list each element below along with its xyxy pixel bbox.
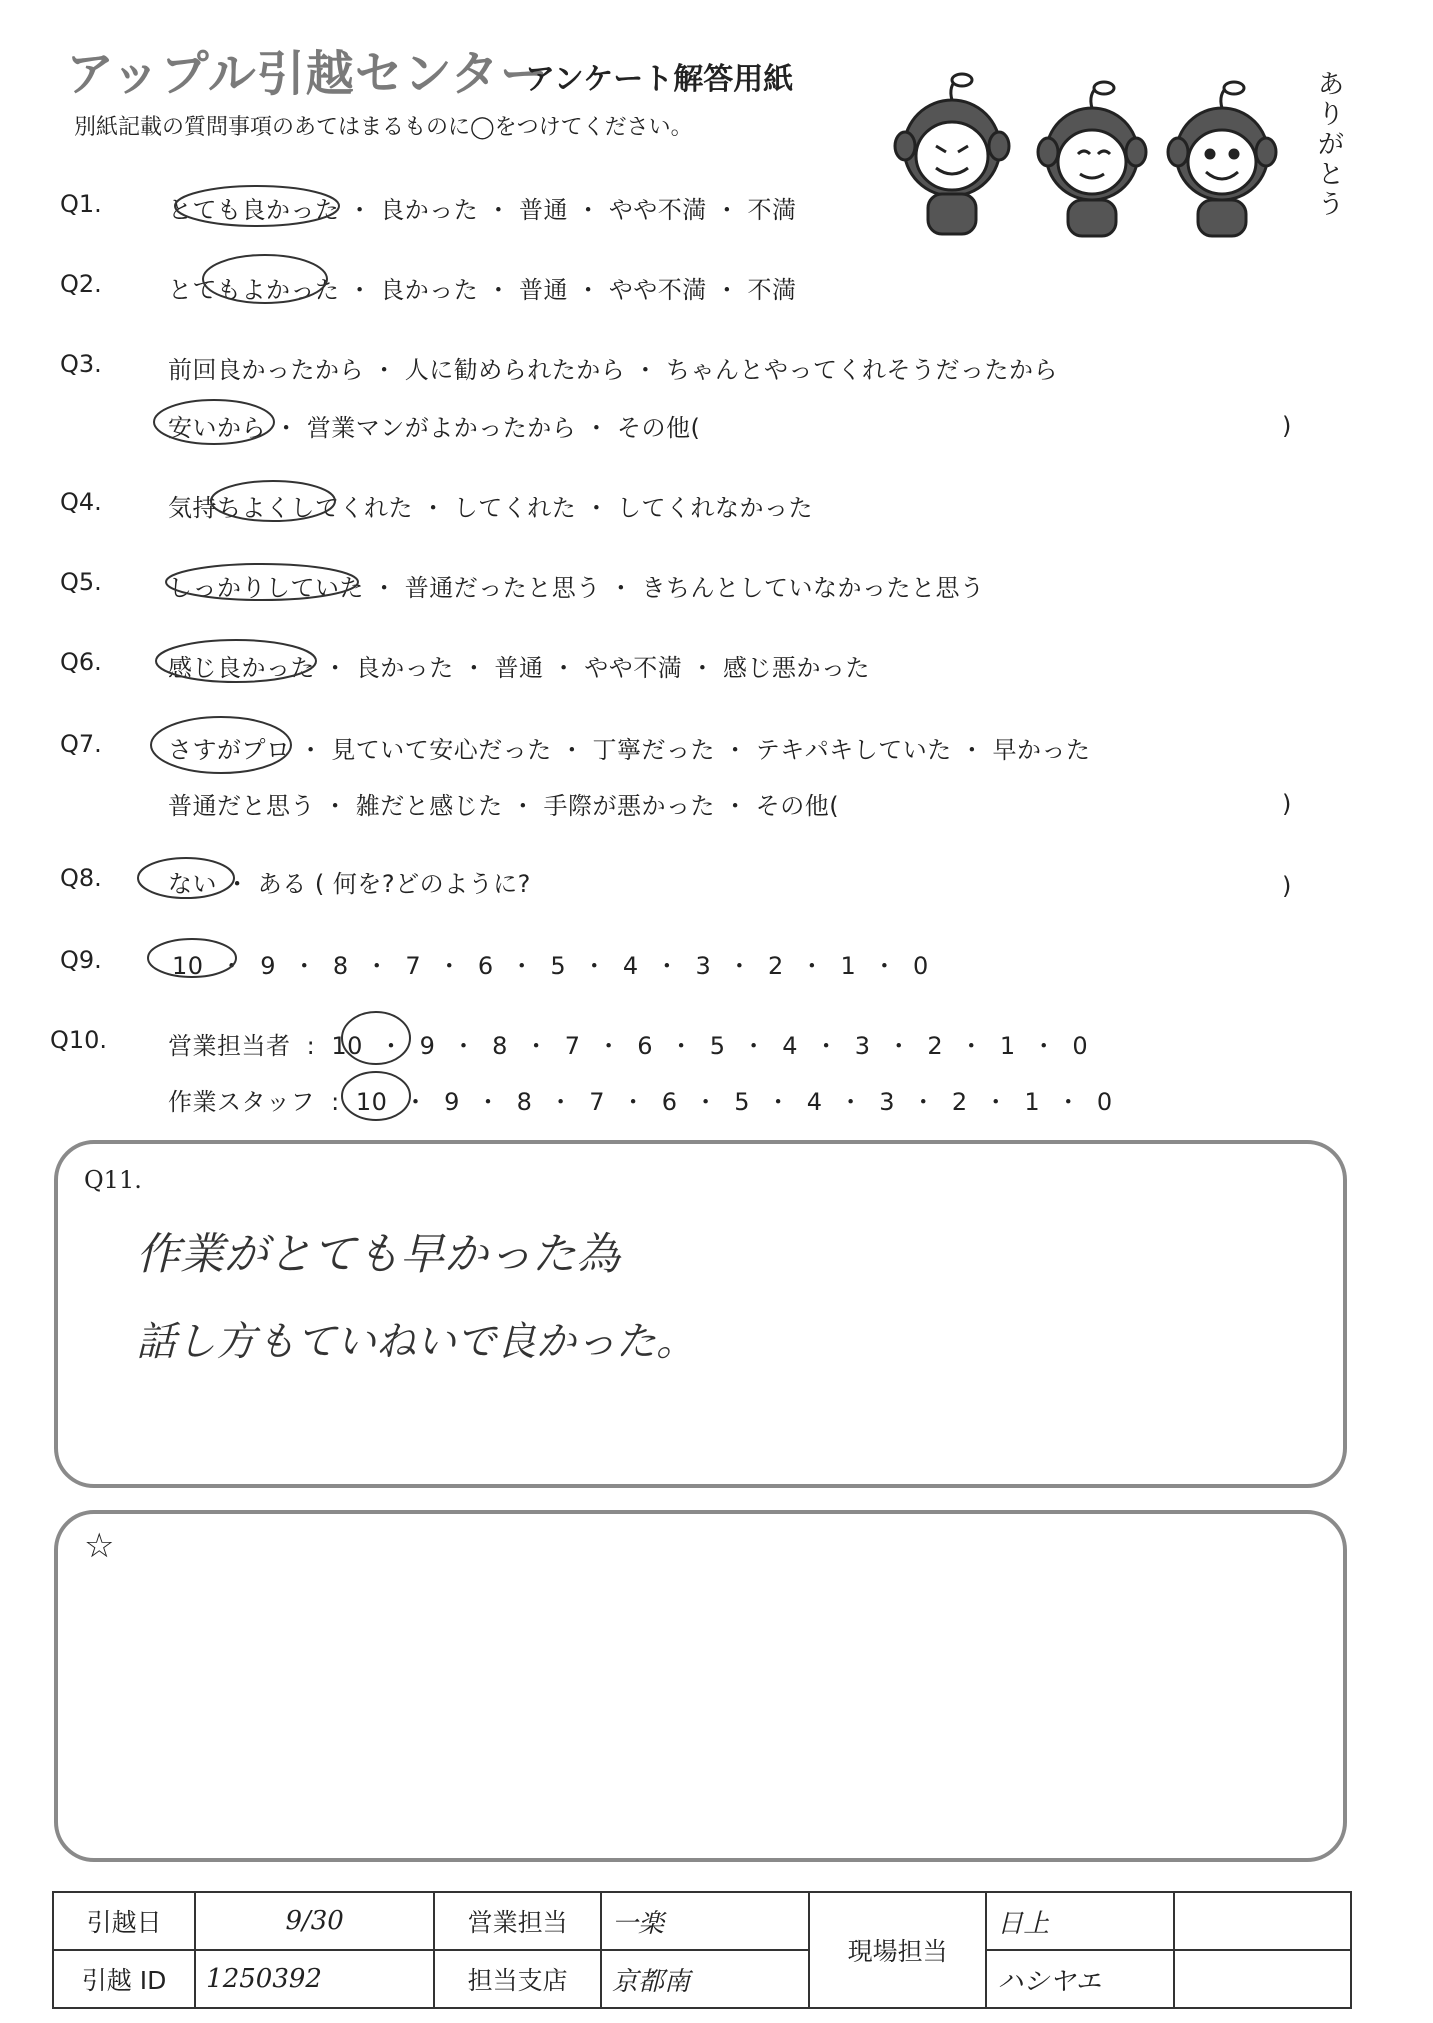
- q8-close-paren: ): [1282, 872, 1292, 900]
- q10-label: Q10.: [50, 1026, 108, 1054]
- q6-options: 感じ良かった ・ 良かった ・ 普通 ・ やや不満 ・ 感じ悪かった: [168, 654, 871, 682]
- q7-selection-circle: [146, 710, 296, 780]
- q3-selection-circle: [150, 396, 278, 448]
- move-id-value: 1250392: [195, 1950, 434, 2008]
- q9-selection-circle: [144, 934, 240, 982]
- q8-label: Q8.: [60, 864, 102, 892]
- star-icon: ☆: [84, 1526, 115, 1566]
- q4-selection-circle: [208, 476, 338, 526]
- q11-answer-line-2: 話し方もていねいで良かった。: [136, 1319, 696, 1365]
- q7-options-line-2: 普通だと思う ・ 雑だと感じた ・ 手際が悪かった ・ その他(: [168, 792, 840, 820]
- q9-scale: 10 ・ 9 ・ 8 ・ 7 ・ 6 ・ 5 ・ 4 ・ 3 ・ 2 ・ 1 ・ 0: [172, 952, 929, 980]
- footer-empty-cell-1: [1174, 1892, 1351, 1950]
- q10-sales-scale: 営業担当者 : 10 ・ 9 ・ 8 ・ 7 ・ 6 ・ 5 ・ 4 ・ 3 ・ 2 ・ 1 ・ 0: [168, 1032, 1089, 1060]
- move-id-label: 引越 ID: [53, 1950, 195, 2008]
- q2-selection-circle: [200, 252, 330, 306]
- form-subtitle: アンケート解答用紙: [525, 62, 794, 97]
- move-date-label: 引越日: [53, 1892, 195, 1950]
- sales-label: 営業担当: [434, 1892, 601, 1950]
- notes-box: [54, 1510, 1347, 1862]
- q6-label: Q6.: [60, 648, 102, 676]
- sales-value: 一楽: [601, 1892, 809, 1950]
- q3-label: Q3.: [60, 350, 102, 378]
- q7-close-paren: ): [1282, 790, 1292, 818]
- thanks-vertical-text: ありがとう: [1318, 70, 1345, 220]
- q1-options: とても良かった ・ 良かった ・ 普通 ・ やや不満 ・ 不満: [168, 196, 797, 224]
- q7-label: Q7.: [60, 730, 102, 758]
- q2-options: とてもよかった ・ 良かった ・ 普通 ・ やや不満 ・ 不満: [168, 276, 797, 304]
- q8-selection-circle: [134, 854, 238, 902]
- field-staff-value-2: ハシヤエ: [986, 1950, 1173, 2008]
- branch-value: 京都南: [601, 1950, 809, 2008]
- q4-options: 気持ちよくしてくれた ・ してくれた ・ してくれなかった: [168, 494, 814, 522]
- q7-options-line-1: さすがプロ ・ 見ていて安心だった ・ 丁寧だった ・ テキパキしていた ・ 早かった: [168, 736, 1091, 764]
- field-staff-label: 現場担当: [809, 1892, 986, 2008]
- company-title: アップル引越センター: [66, 46, 549, 102]
- q1-label: Q1.: [60, 190, 102, 218]
- q10-staff-scale: 作業スタッフ : 10 ・ 9 ・ 8 ・ 7 ・ 6 ・ 5 ・ 4 ・ 3 ・ 2 ・ 1 ・ 0: [168, 1088, 1113, 1116]
- q4-label: Q4.: [60, 488, 102, 516]
- q11-label: Q11.: [84, 1166, 142, 1194]
- q3-close-paren: ): [1282, 412, 1292, 440]
- q9-label: Q9.: [60, 946, 102, 974]
- instruction-text: 別紙記載の質問事項のあてはまるものに◯をつけてください。: [74, 115, 693, 140]
- footer-empty-cell-2: [1174, 1950, 1351, 2008]
- q6-selection-circle: [152, 636, 320, 686]
- footer-table: [52, 1891, 1352, 2009]
- move-date-value: 9/30: [195, 1892, 434, 1950]
- q8-options: ない ・ ある ( 何を?どのように?: [168, 870, 531, 898]
- q3-options-line-1: 前回良かったから ・ 人に勧められたから ・ ちゃんとやってくれそうだったから: [168, 356, 1059, 384]
- monkey-mascots-icon: [892, 60, 1322, 240]
- q5-selection-circle: [162, 560, 362, 604]
- q5-label: Q5.: [60, 568, 102, 596]
- q11-answer-line-1: 作業がとても早かった為: [136, 1229, 620, 1280]
- q10-selection-circles: [336, 1004, 416, 1132]
- monkey-mascots-illustration: [892, 60, 1322, 240]
- branch-label: 担当支店: [434, 1950, 601, 2008]
- field-staff-value-1: 日上: [986, 1892, 1173, 1950]
- q5-options: しっかりしていた ・ 普通だったと思う ・ きちんとしていなかったと思う: [168, 574, 985, 602]
- q2-label: Q2.: [60, 270, 102, 298]
- q1-selection-circle: [172, 184, 342, 232]
- q3-options-line-2: 安いから ・ 営業マンがよかったから ・ その他(: [168, 414, 701, 442]
